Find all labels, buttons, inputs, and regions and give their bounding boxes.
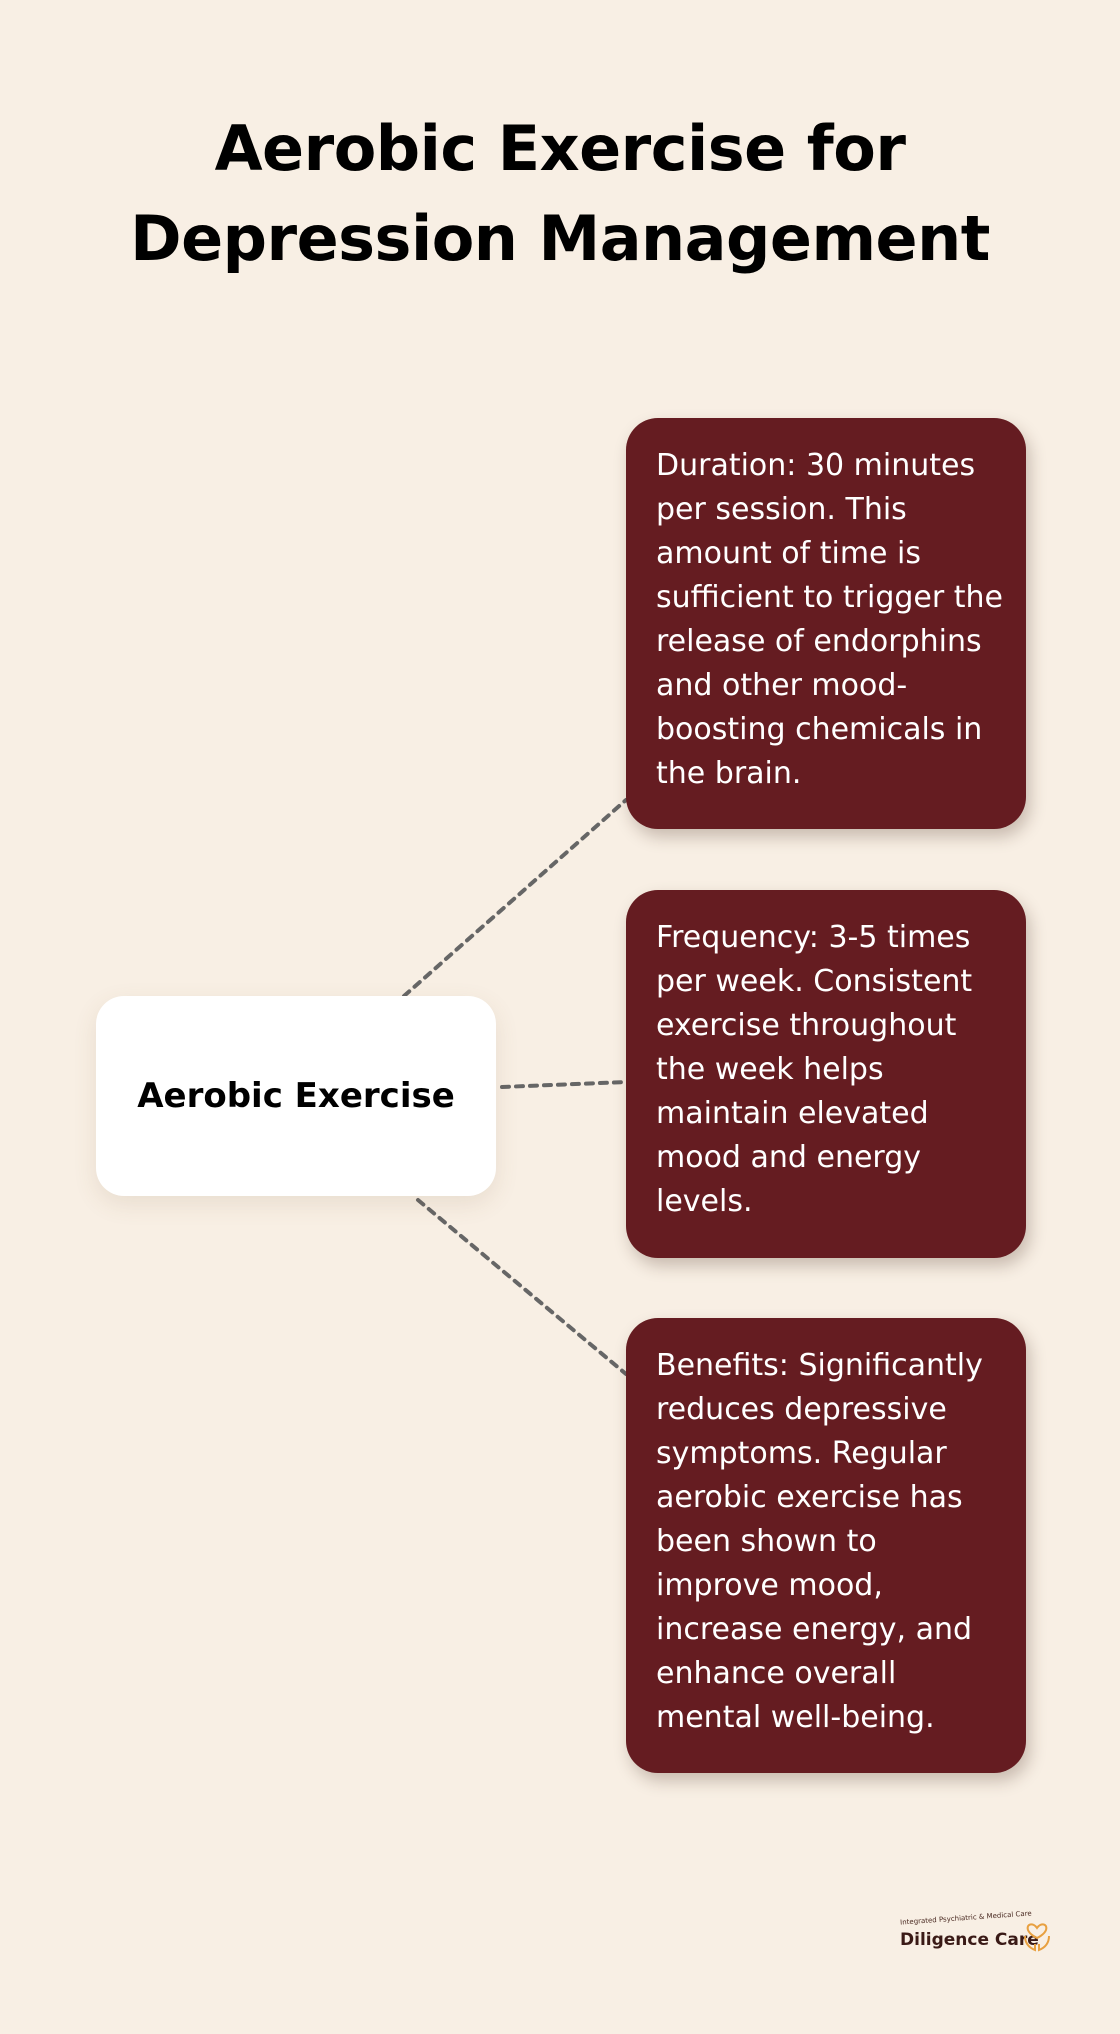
card-duration: Duration: 30 minutes per session. This amount of time is sufficient to trigger the release of endorphins and other mood-boosting chemicals in the brain. [626, 418, 1026, 829]
connector-line-benefits [418, 1200, 626, 1374]
card-frequency: Frequency: 3-5 times per week. Consistent exercise throughout the week helps maintain elevated mood and energy levels. [626, 890, 1026, 1258]
brand-logo [890, 1910, 1055, 1958]
connector-line-frequency [502, 1082, 626, 1087]
logo-tagline: Integrated Psychiatric & Medical Care [899, 1909, 1032, 1927]
page-title-line-2: Depression Management [130, 202, 990, 275]
card-benefits: Benefits: Significantly reduces depressive symptoms. Regular aerobic exercise has been shown to improve mood, increase energy, and enhance overall mental well-being. [626, 1318, 1026, 1773]
center-node-label: Aerobic Exercise [137, 1076, 455, 1116]
page-title-line-1: Aerobic Exercise for [214, 112, 906, 185]
heart-hands-icon [1022, 1914, 1052, 1954]
connector-line-duration [404, 800, 626, 996]
logo-name: Diligence Care [900, 1930, 1039, 1950]
center-node [96, 996, 496, 1196]
